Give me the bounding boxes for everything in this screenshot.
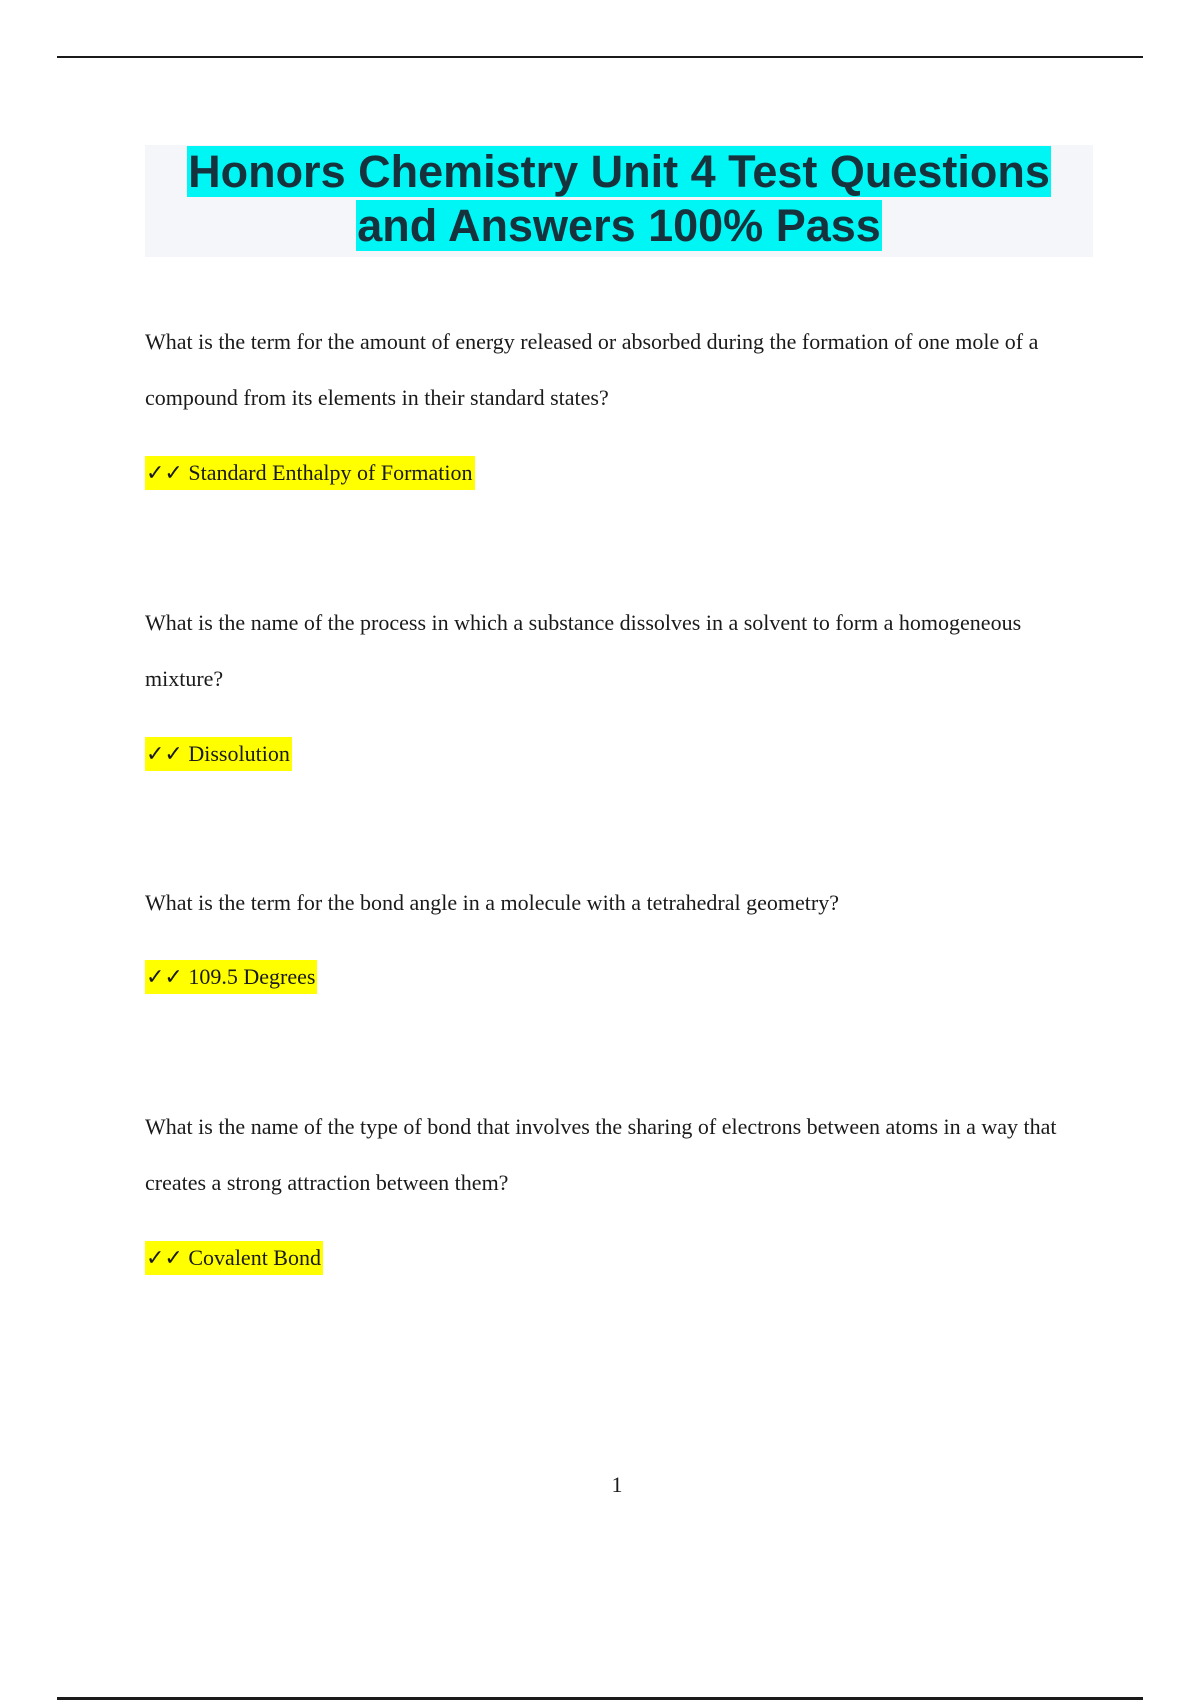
answer-4-text: Covalent Bond (188, 1245, 321, 1270)
answer-2 (145, 737, 292, 771)
page-number: 1 (611, 1472, 623, 1497)
answer-2-highlight (145, 737, 292, 771)
answer-3-highlight (145, 960, 317, 994)
answer-2-text: Dissolution (188, 741, 290, 766)
answer-3 (145, 960, 317, 994)
question-2: What is the name of the process in which a substance dissolves in a solvent to form a homogeneous mixture? (145, 610, 1022, 691)
answer-4-highlight (145, 1241, 323, 1275)
double-check-icon: ✓✓ (146, 461, 183, 486)
double-check-icon: ✓✓ (146, 1246, 183, 1271)
title-line-1: Honors Chemistry Unit 4 Test Questions (188, 146, 1050, 197)
answer-1-highlight (145, 456, 475, 490)
document-title (145, 145, 1093, 253)
question-4: What is the name of the type of bond that involves the sharing of electrons between atoms in a way that creates a strong attraction between them? (145, 1114, 1057, 1195)
title-line-2: and Answers 100% Pass (357, 200, 881, 251)
answer-3-text: 109.5 Degrees (188, 964, 316, 989)
double-check-icon: ✓✓ (146, 742, 183, 767)
answer-4 (145, 1241, 323, 1275)
answer-1-text: Standard Enthalpy of Formation (188, 460, 473, 485)
question-1: What is the term for the amount of energy released or absorbed during the formation of one mole of a compound from its elements in their standard states? (145, 329, 1039, 410)
double-check-icon: ✓✓ (146, 965, 183, 990)
question-3: What is the term for the bond angle in a molecule with a tetrahedral geometry? (145, 890, 839, 915)
answer-1 (145, 456, 475, 490)
top-rule (57, 56, 1143, 58)
